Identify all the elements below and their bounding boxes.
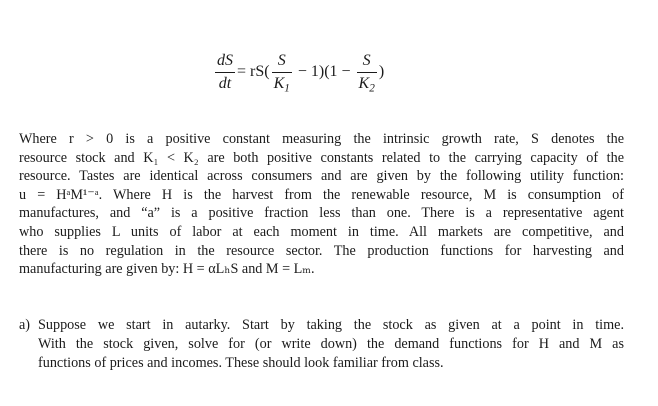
ratio-s-k2-denominator	[357, 73, 377, 92]
question-label: a)	[19, 317, 31, 333]
paragraph-line: manufactures, and “a” is a positive fraction less than one. There is a representative agent	[19, 205, 624, 222]
equation-close: )	[378, 63, 385, 80]
paragraph-line: u = HᵃM¹⁻ᵃ. Where H is the harvest from the renewable resource, M is consumption of	[19, 186, 624, 203]
k-subscript: 2	[369, 81, 375, 94]
equation-prefix: = rS(	[237, 63, 270, 80]
derivative-fraction	[215, 53, 235, 92]
paragraph-line: there is no regulation in the resource sector. The production functions for harvesting and	[19, 242, 624, 259]
question-a	[19, 316, 624, 373]
paragraph-line: who supplies L units of labor at each moment in time. All markets are competitive, and	[19, 223, 624, 240]
ratio-s-k2	[357, 53, 377, 92]
question-line: With the stock given, solve for (or write down) the demand functions for H and M as	[38, 336, 624, 352]
model-description-paragraph	[19, 130, 624, 279]
k-subscript: 1	[284, 81, 290, 94]
ratio-s-k1-numerator: S	[277, 51, 286, 69]
logistic-growth-equation	[213, 44, 384, 100]
paragraph-line: resource. Tastes are identical across consumers and are given by the following utility function:	[19, 168, 624, 185]
question-line: functions of prices and incomes. These should look familiar from class.	[38, 355, 444, 371]
derivative-denominator: dt	[218, 74, 232, 92]
ratio-s-k1	[272, 53, 292, 92]
ratio-s-k1-denominator	[272, 73, 292, 92]
paragraph-line: Where r > 0 is a positive constant measuring the intrinsic growth rate, S denotes the	[19, 131, 624, 147]
paragraph-line: manufacturing are given by: H = αLₕS and M = Lₘ.	[19, 261, 315, 278]
paragraph-line: resource stock and K₁ < K₂ are both positive constants related to the carrying capacity of the	[19, 149, 624, 166]
equation-middle: − 1)(1 −	[293, 63, 355, 80]
k-symbol: K	[273, 74, 285, 92]
ratio-s-k2-numerator: S	[362, 51, 371, 69]
derivative-numerator: dS	[217, 51, 233, 69]
question-body	[38, 316, 624, 373]
k-symbol: K	[358, 74, 370, 92]
question-line: Suppose we start in autarky. Start by taking the stock as given at a point in time.	[38, 317, 624, 333]
